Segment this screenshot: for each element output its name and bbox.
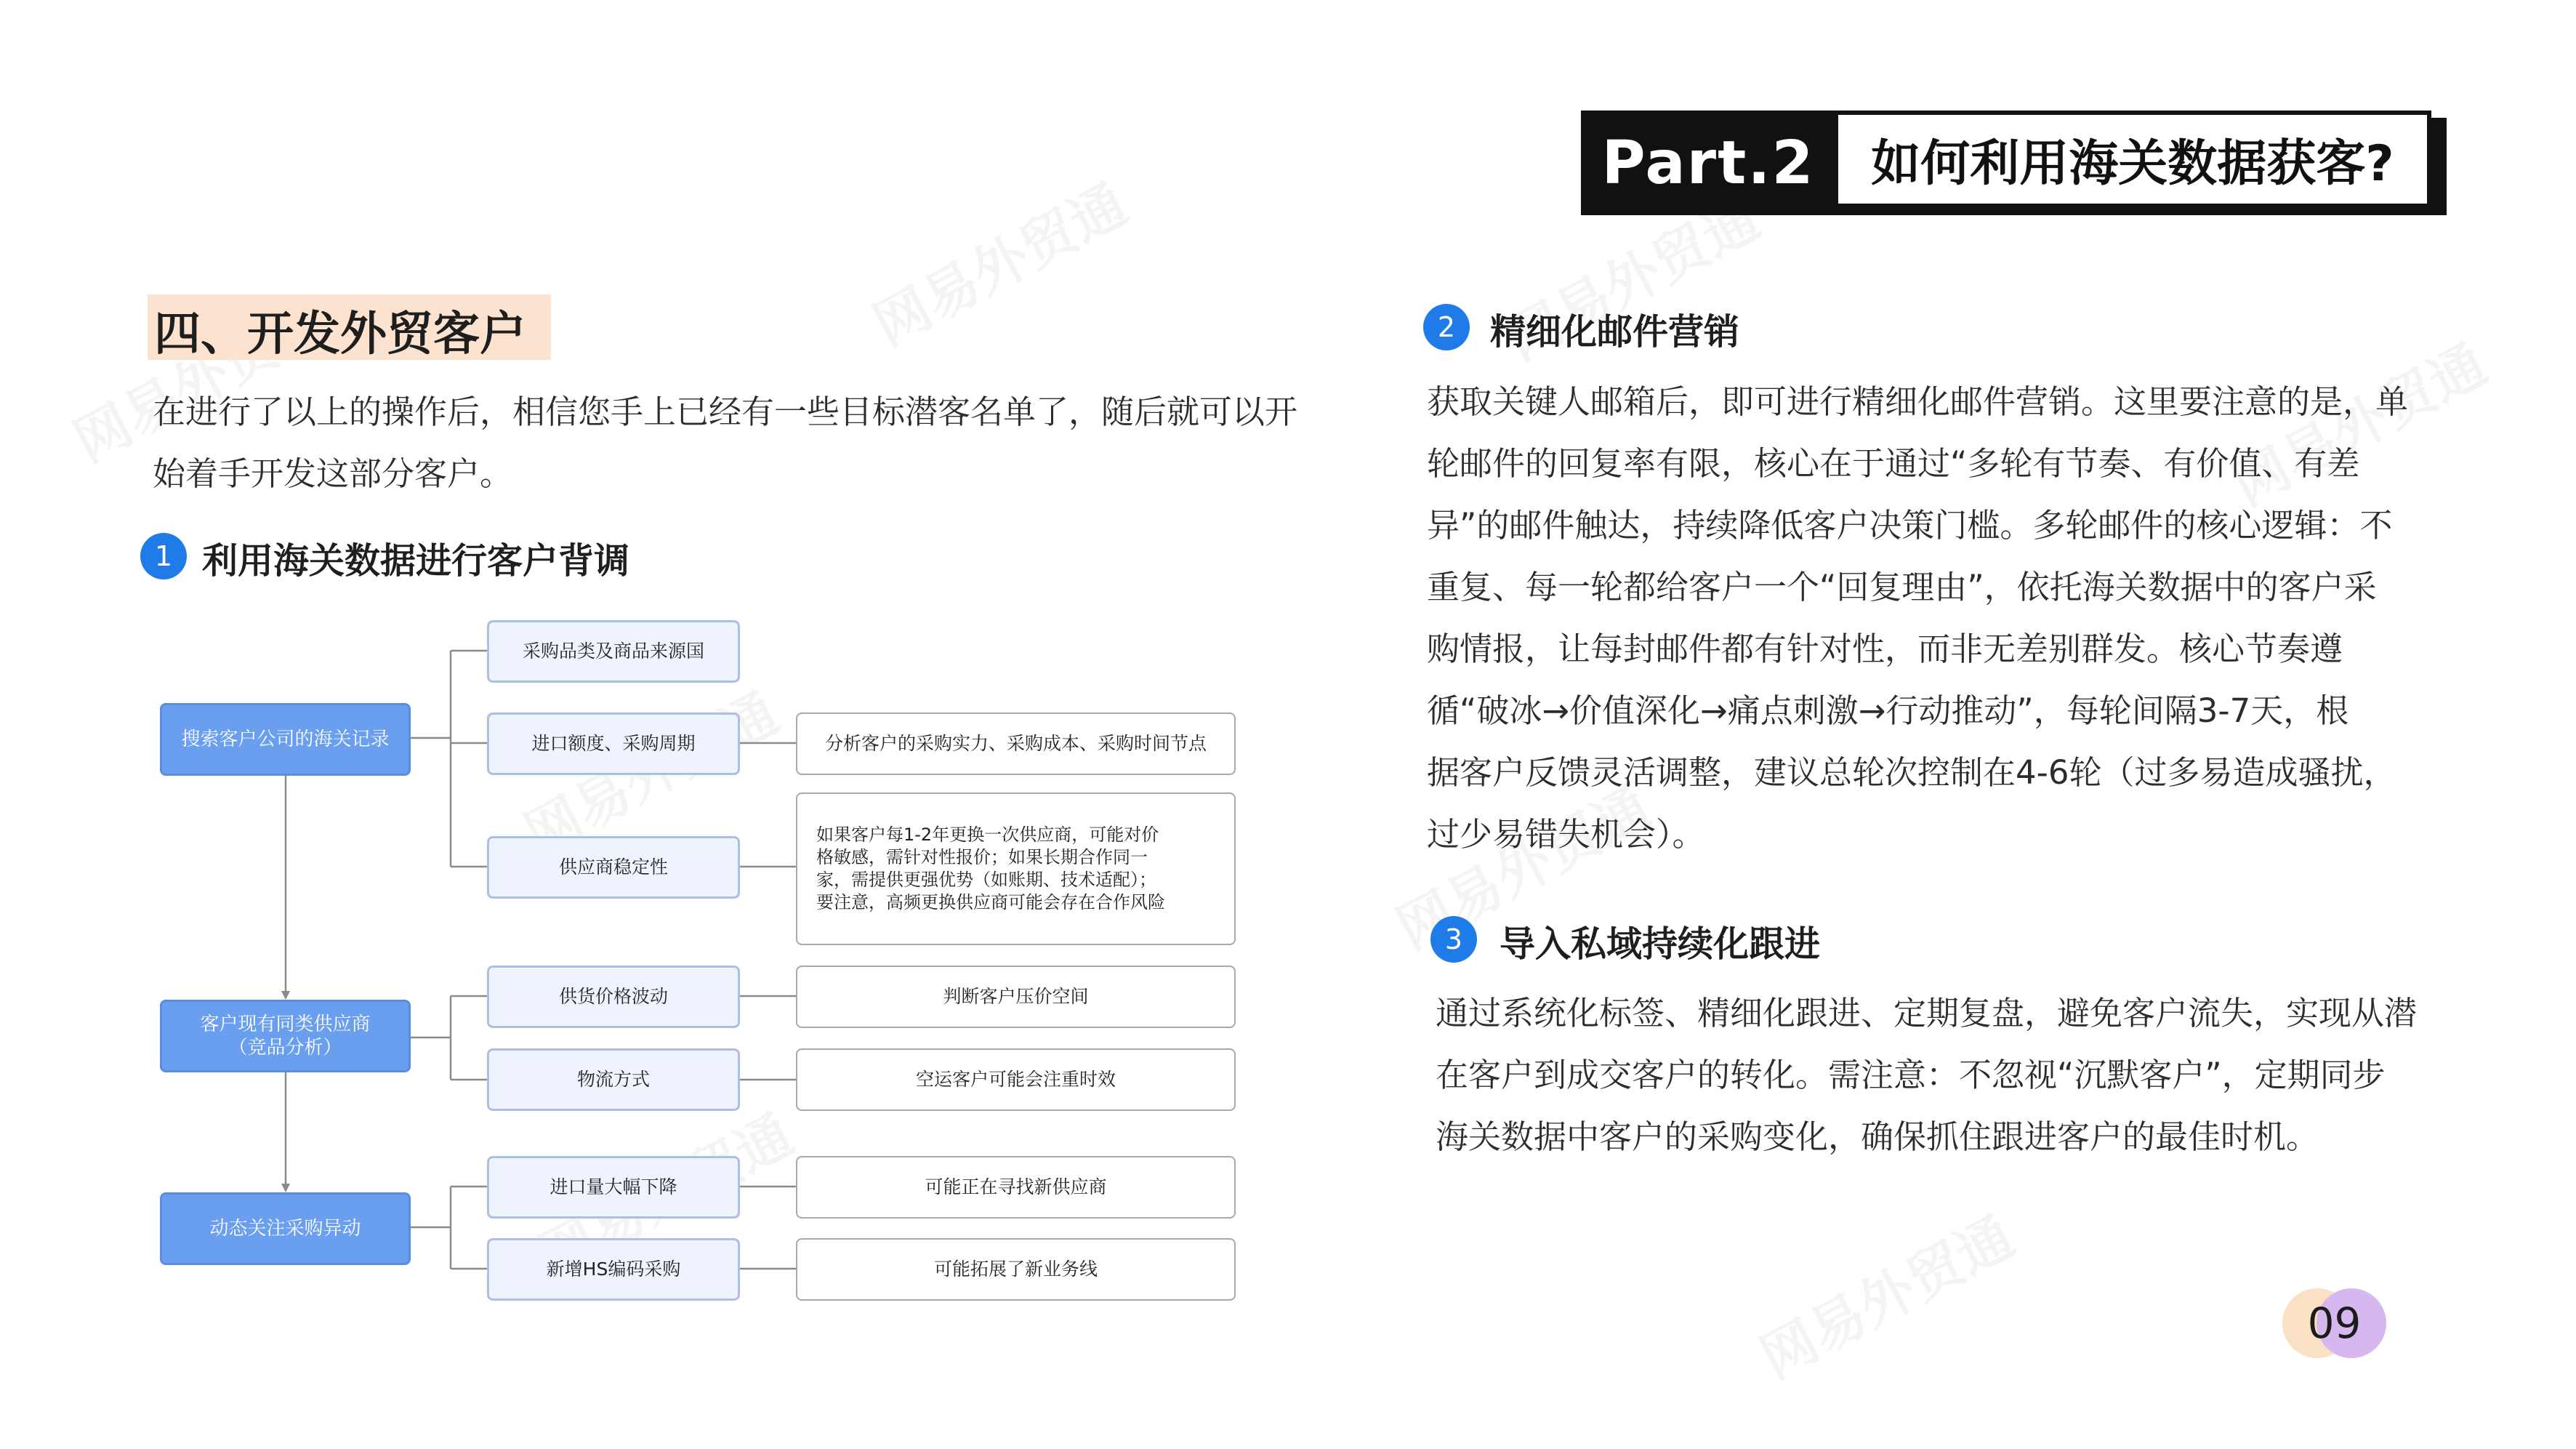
body-line: 过少易错失机会）。	[1427, 815, 1705, 854]
part-title: 如何利用海关数据获客?	[1834, 111, 2431, 208]
page-number: 09	[2307, 1299, 2362, 1348]
body-line: 海关数据中客户的采购变化，确保抓住跟进客户的最佳时机。	[1436, 1117, 2319, 1156]
out-node-purchase-strength: 分析客户的采购实力、采购成本、采购时间节点	[796, 713, 1236, 775]
item-title: 利用海关数据进行客户背调	[202, 540, 630, 582]
body-line: 轮邮件的回复率有限，核心在于通过“多轮有节奏、有价值、有差	[1427, 444, 2360, 483]
out-node-air-freight: 空运客户可能会注重时效	[796, 1048, 1236, 1111]
section-intro	[153, 381, 1345, 505]
body-line: 获取关键人邮箱后，即可进行精细化邮件营销。这里要注意的是，单	[1427, 382, 2409, 421]
mid-node-category-origin: 采购品类及商品来源国	[487, 620, 740, 683]
body-line: 购情报，让每封邮件都有针对性，而非无差别群发。核心节奏遵	[1427, 630, 2343, 668]
body-line: 异”的邮件触达，持续降低客户决策门槛。多轮邮件的核心逻辑：不	[1427, 506, 2393, 545]
mid-node-import-volume-cycle: 进口额度、采购周期	[487, 713, 740, 775]
section-title: 四、开发外贸客户	[154, 308, 526, 361]
watermark	[858, 161, 1139, 361]
mid-node-new-hs-code: 新增HS编码采购	[487, 1238, 740, 1301]
item-title: 导入私域持续化跟进	[1500, 923, 1821, 965]
root-node-competitor-suppliers	[160, 1000, 411, 1072]
out-node-text: 如果客户每1-2年更换一次供应商，可能对价 格敏感，需针对性报价；如果长期合作同一 家，需提供更强优势（如账期、技术适配）； 要注意，高频更换供应商可能会存在合作风险	[816, 824, 1165, 912]
mid-node-import-drop: 进口量大幅下降	[487, 1156, 740, 1219]
root-node-customs-records: 搜索客户公司的海关记录	[160, 703, 411, 776]
item-body	[1427, 371, 2444, 865]
out-node-new-supplier: 可能正在寻找新供应商	[796, 1156, 1236, 1219]
watermark	[1744, 1194, 2026, 1394]
intro-line: 始着手开发这部分客户。	[153, 454, 513, 493]
mid-node-logistics: 物流方式	[487, 1048, 740, 1111]
out-node-supplier-advice	[796, 792, 1236, 945]
item-number-badge: 1	[140, 533, 187, 579]
root-node-text: 客户现有同类供应商 （竞品分析）	[200, 1014, 371, 1059]
out-node-price-space: 判断客户压价空间	[796, 966, 1236, 1028]
intro-line: 在进行了以上的操作后，相信您手上已经有一些目标潜客名单了，随后就可以开	[153, 393, 1298, 431]
out-node-new-business: 可能拓展了新业务线	[796, 1238, 1236, 1301]
body-line: 循“破冰→价值深化→痛点刺激→行动推动”，每轮间隔3-7天，根	[1427, 691, 2349, 730]
item-number-badge: 3	[1430, 916, 1477, 963]
body-line: 重复、每一轮都给客户一个“回复理由”，依托海关数据中的客户采	[1427, 568, 2377, 606]
part-label: Part.2	[1581, 111, 1835, 215]
mid-node-price-fluctuation: 供货价格波动	[487, 966, 740, 1028]
item-title: 精细化邮件营销	[1490, 311, 1740, 353]
item-body	[1436, 982, 2453, 1168]
mid-node-supplier-stability: 供应商稳定性	[487, 836, 740, 899]
body-line: 通过系统化标签、精细化跟进、定期复盘，避免客户流失，实现从潜	[1436, 994, 2418, 1032]
flow-diagram	[153, 614, 1243, 1305]
body-line: 据客户反馈灵活调整，建议总轮次控制在4-6轮（过多易造成骚扰，	[1427, 753, 2396, 792]
item-number-badge: 2	[1423, 304, 1470, 350]
body-line: 在客户到成交客户的转化。需注意：不忽视“沉默客户”，定期同步	[1436, 1056, 2386, 1094]
root-node-purchase-changes: 动态关注采购异动	[160, 1192, 411, 1265]
